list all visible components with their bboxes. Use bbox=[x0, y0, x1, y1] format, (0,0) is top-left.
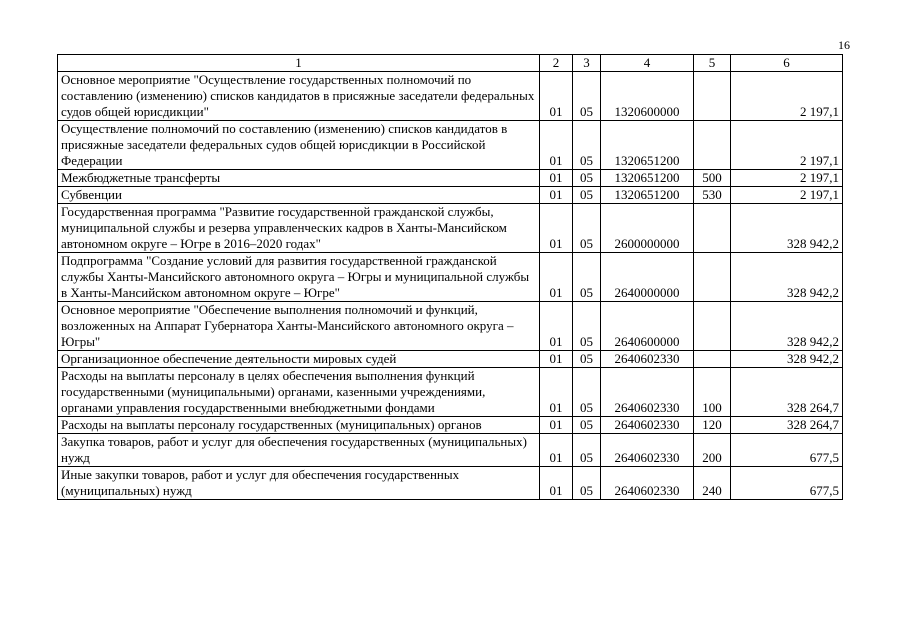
row-target-code: 1320651200 bbox=[601, 187, 694, 204]
table-row bbox=[58, 351, 843, 368]
row-expense-type: 100 bbox=[694, 368, 731, 417]
table-row bbox=[58, 187, 843, 204]
row-subsection: 05 bbox=[573, 204, 601, 253]
row-amount: 677,5 bbox=[731, 434, 843, 467]
row-section: 01 bbox=[540, 368, 573, 417]
row-subsection: 05 bbox=[573, 368, 601, 417]
row-target-code: 2640602330 bbox=[601, 467, 694, 500]
table-row bbox=[58, 467, 843, 500]
row-expense-type: 200 bbox=[694, 434, 731, 467]
row-subsection: 05 bbox=[573, 351, 601, 368]
row-target-code: 2640000000 bbox=[601, 253, 694, 302]
row-subsection: 05 bbox=[573, 253, 601, 302]
column-header-5: 5 bbox=[694, 55, 731, 72]
row-section: 01 bbox=[540, 72, 573, 121]
row-name: Организационное обеспечение деятельности мировых судей bbox=[58, 351, 540, 368]
row-amount: 328 942,2 bbox=[731, 351, 843, 368]
budget-table bbox=[57, 54, 843, 500]
row-amount: 328 264,7 bbox=[731, 368, 843, 417]
row-expense-type: 500 bbox=[694, 170, 731, 187]
row-name: Осуществление полномочий по составлению (изменению) списков кандидатов в присяжные заседатели федеральных судов общей юрисдикции в Российской Федерации bbox=[58, 121, 540, 170]
row-section: 01 bbox=[540, 351, 573, 368]
row-expense-type bbox=[694, 72, 731, 121]
row-name: Субвенции bbox=[58, 187, 540, 204]
row-name: Расходы на выплаты персоналу в целях обеспечения выполнения функций государственными (муниципальными) органами, казенными учреждениями, органами управления государственными внебюджетными фондами bbox=[58, 368, 540, 417]
row-target-code: 2600000000 bbox=[601, 204, 694, 253]
row-target-code: 2640602330 bbox=[601, 351, 694, 368]
row-expense-type: 240 bbox=[694, 467, 731, 500]
row-amount: 328 264,7 bbox=[731, 417, 843, 434]
row-section: 01 bbox=[540, 467, 573, 500]
table-row bbox=[58, 253, 843, 302]
table-row bbox=[58, 368, 843, 417]
row-amount: 328 942,2 bbox=[731, 253, 843, 302]
row-amount: 328 942,2 bbox=[731, 302, 843, 351]
row-target-code: 2640602330 bbox=[601, 417, 694, 434]
row-target-code: 2640600000 bbox=[601, 302, 694, 351]
row-expense-type bbox=[694, 253, 731, 302]
table-row bbox=[58, 72, 843, 121]
table-header-row bbox=[58, 55, 843, 72]
row-subsection: 05 bbox=[573, 302, 601, 351]
table-row bbox=[58, 434, 843, 467]
row-name: Государственная программа "Развитие государственной гражданской службы, муниципальной службы и резерва управленческих кадров в Ханты-Мансийском автономном округе – Югре в 2016–2020 годах" bbox=[58, 204, 540, 253]
page-number: 16 bbox=[838, 38, 850, 52]
table-body bbox=[58, 72, 843, 500]
row-section: 01 bbox=[540, 187, 573, 204]
row-section: 01 bbox=[540, 434, 573, 467]
row-section: 01 bbox=[540, 204, 573, 253]
row-name: Межбюджетные трансферты bbox=[58, 170, 540, 187]
row-subsection: 05 bbox=[573, 417, 601, 434]
row-expense-type bbox=[694, 351, 731, 368]
row-expense-type bbox=[694, 302, 731, 351]
column-header-2: 2 bbox=[540, 55, 573, 72]
row-target-code: 1320600000 bbox=[601, 72, 694, 121]
row-amount: 2 197,1 bbox=[731, 187, 843, 204]
row-amount: 2 197,1 bbox=[731, 121, 843, 170]
row-section: 01 bbox=[540, 417, 573, 434]
row-section: 01 bbox=[540, 121, 573, 170]
row-expense-type: 120 bbox=[694, 417, 731, 434]
row-amount: 677,5 bbox=[731, 467, 843, 500]
row-name: Иные закупки товаров, работ и услуг для обеспечения государственных (муниципальных) нужд bbox=[58, 467, 540, 500]
row-subsection: 05 bbox=[573, 434, 601, 467]
row-target-code: 1320651200 bbox=[601, 170, 694, 187]
table-row bbox=[58, 302, 843, 351]
row-amount: 2 197,1 bbox=[731, 170, 843, 187]
row-subsection: 05 bbox=[573, 187, 601, 204]
row-target-code: 2640602330 bbox=[601, 434, 694, 467]
table-row bbox=[58, 417, 843, 434]
row-amount: 2 197,1 bbox=[731, 72, 843, 121]
row-section: 01 bbox=[540, 253, 573, 302]
row-expense-type bbox=[694, 121, 731, 170]
row-name: Подпрограмма "Создание условий для развития государственной гражданской службы Ханты-Мансийского автономного округа – Югры и муниципальной службы в Ханты-Мансийском автономном округе – Югре" bbox=[58, 253, 540, 302]
row-expense-type bbox=[694, 204, 731, 253]
row-amount: 328 942,2 bbox=[731, 204, 843, 253]
row-name: Расходы на выплаты персоналу государственных (муниципальных) органов bbox=[58, 417, 540, 434]
row-target-code: 1320651200 bbox=[601, 121, 694, 170]
column-header-6: 6 bbox=[731, 55, 843, 72]
row-section: 01 bbox=[540, 302, 573, 351]
table-row bbox=[58, 204, 843, 253]
row-target-code: 2640602330 bbox=[601, 368, 694, 417]
row-subsection: 05 bbox=[573, 467, 601, 500]
row-subsection: 05 bbox=[573, 72, 601, 121]
row-name: Основное мероприятие "Осуществление государственных полномочий по составлению (изменению) списков кандидатов в присяжные заседатели федеральных судов общей юрисдикции" bbox=[58, 72, 540, 121]
row-subsection: 05 bbox=[573, 121, 601, 170]
row-section: 01 bbox=[540, 170, 573, 187]
column-header-3: 3 bbox=[573, 55, 601, 72]
row-name: Закупка товаров, работ и услуг для обеспечения государственных (муниципальных) нужд bbox=[58, 434, 540, 467]
column-header-1: 1 bbox=[58, 55, 540, 72]
row-subsection: 05 bbox=[573, 170, 601, 187]
table-row bbox=[58, 170, 843, 187]
table-row bbox=[58, 121, 843, 170]
row-expense-type: 530 bbox=[694, 187, 731, 204]
row-name: Основное мероприятие "Обеспечение выполнения полномочий и функций, возложенных на Аппарат Губернатора Ханты-Мансийского автономного округа – Югры" bbox=[58, 302, 540, 351]
column-header-4: 4 bbox=[601, 55, 694, 72]
